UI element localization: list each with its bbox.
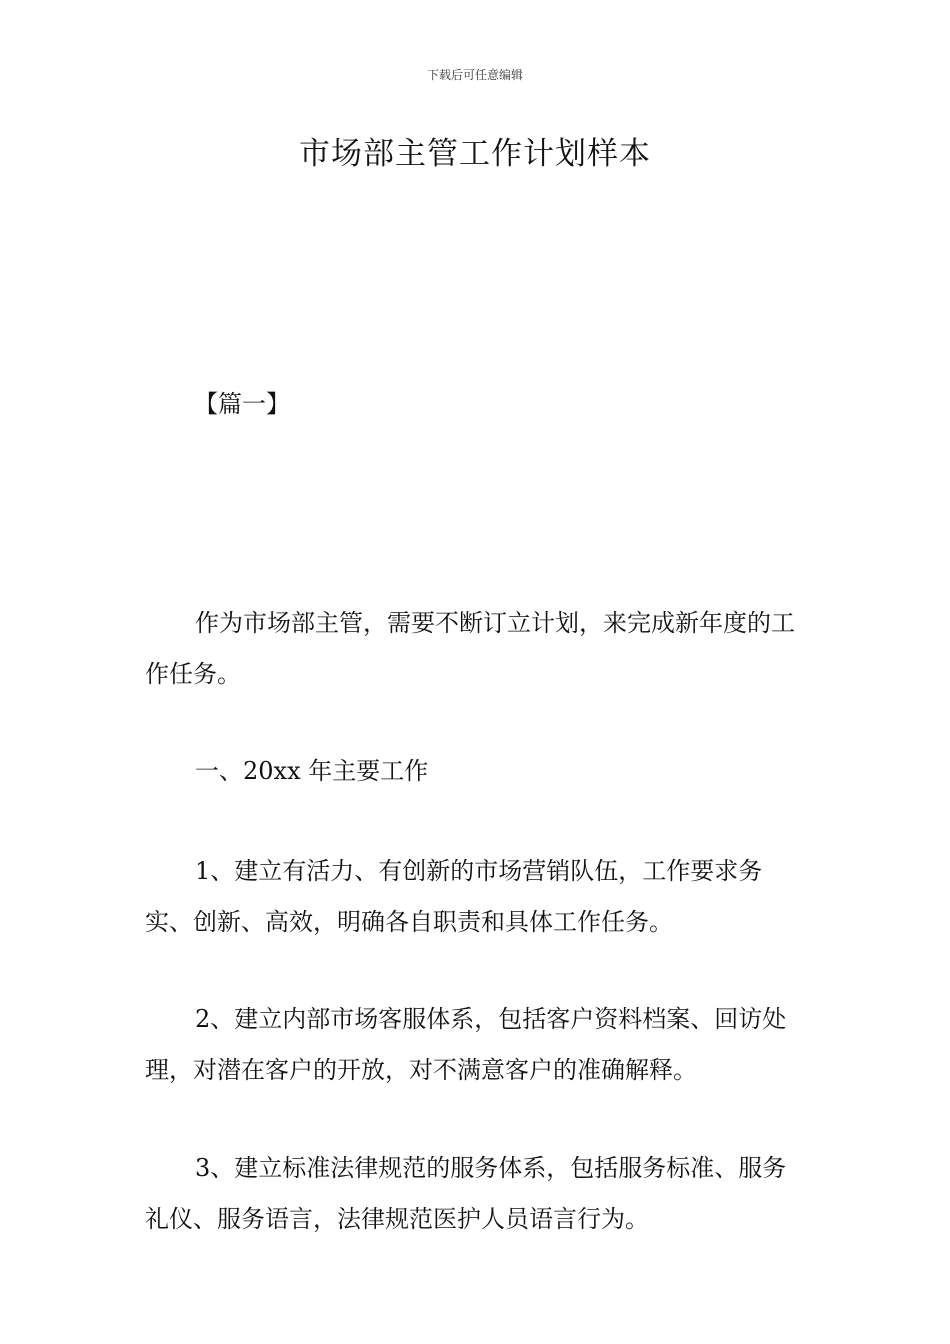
paragraph-item-1: 1、建立有活力、有创新的市场营销队伍，工作要求务实、创新、高效，明确各自职责和具体工作任务。: [145, 857, 763, 936]
paragraph-intro: 作为市场部主管，需要不断订立计划，来完成新年度的工作任务。: [145, 609, 795, 688]
paragraph-item-2: 2、建立内部市场客服体系，包括客户资料档案、回访处理，对潜在客户的开放，对不满意客户的准确解释。: [145, 1005, 787, 1084]
header-note: 下载后可任意编辑: [426, 68, 523, 82]
section-label: 【篇一】: [194, 390, 290, 418]
document-title: 市场部主管工作计划样本: [299, 136, 651, 172]
paragraph-heading-main-work: 一、20xx 年主要工作: [195, 757, 429, 785]
paragraph-item-3: 3、建立标准法律规范的服务体系，包括服务标准、服务礼仪、服务语言，法律规范医护人员语言行为。: [145, 1154, 787, 1233]
